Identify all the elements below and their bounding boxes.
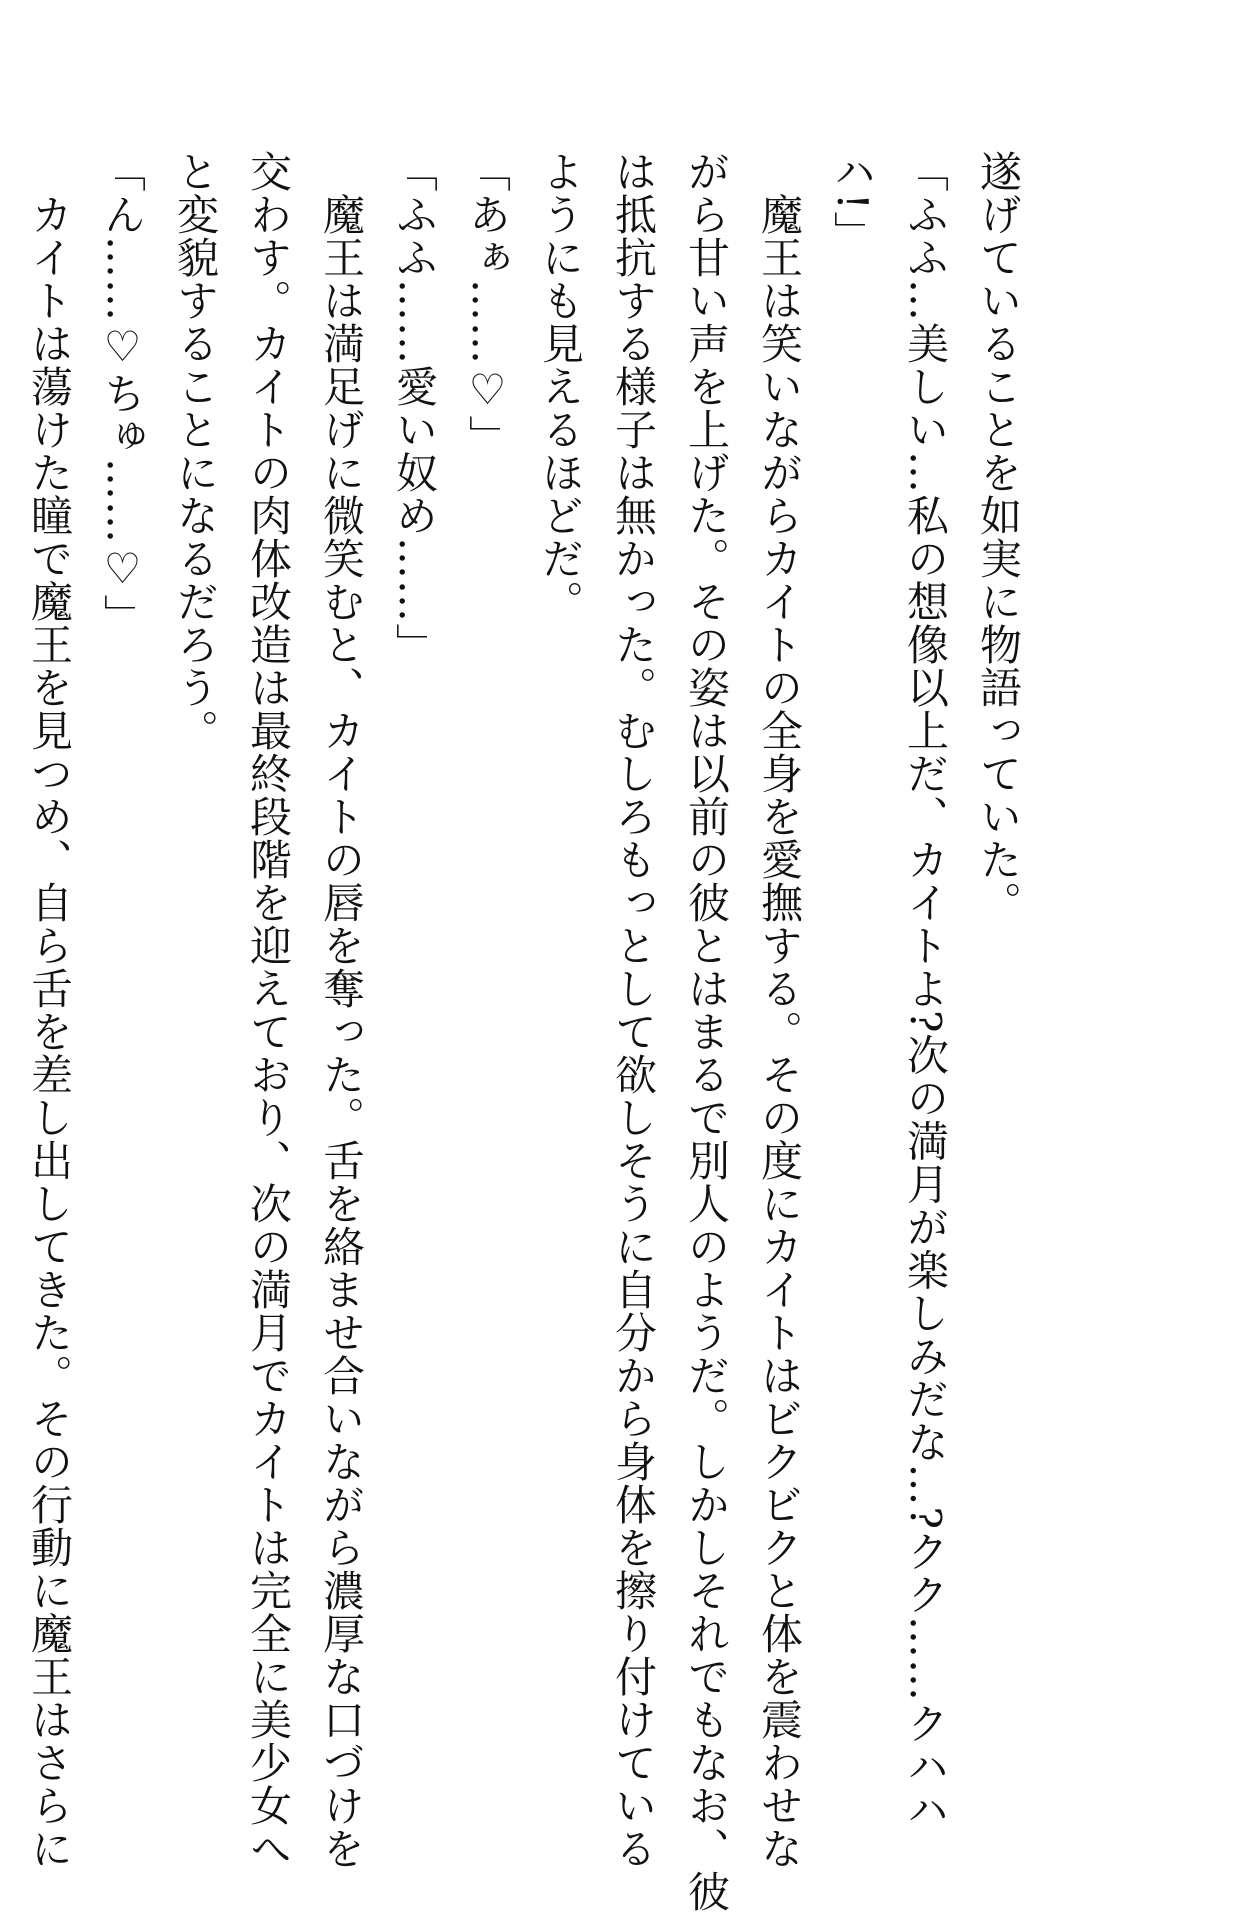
- text-line-12: と変貌することになるだろう。: [171, 150, 220, 752]
- text-line-3: ハ!」: [828, 150, 877, 254]
- text-line-8: 「あぁ……♡」: [463, 150, 512, 458]
- text-line-5: がら甘い声を上げた。その姿は以前の彼とはまるで別人のようだ。しかしそれでもなお、彼: [682, 150, 731, 1913]
- text-line-2: 「ふふ…美しい…私の想像以上だ、カイトよ?次の満月が楽しみだな…?クク……クハハ: [901, 150, 950, 1832]
- text-line-10: 魔王は満足げに微笑むと、カイトの唇を奪った。舌を絡ませ合いながら濃厚な口づけを: [317, 150, 366, 1870]
- vertical-text-body: [0, 150, 1035, 1913]
- text-line-11: 交わす。カイトの肉体改造は最終段階を迎えており、次の満月でカイトは完全に美少女へ: [244, 150, 293, 1870]
- text-line-9: 「ふふ……愛い奴め……」: [390, 150, 439, 666]
- text-line-6: は抵抗する様子は無かった。むしろもっとして欲しそうに自分から身体を擦り付けている: [609, 150, 658, 1870]
- text-line-13: 「ん……♡ちゅ……♡」: [98, 150, 147, 637]
- text-line-7: ようにも見えるほどだ。: [536, 150, 585, 623]
- text-line-4: 魔王は笑いながらカイトの全身を愛撫する。その度にカイトはビクビクと体を震わせな: [755, 150, 804, 1870]
- text-line-15: [0, 150, 13, 1650]
- text-line-14: カイトは蕩けた瞳で魔王を見つめ、自ら舌を差し出してきた。その行動に魔王はさらに: [25, 150, 74, 1870]
- text-line-1: 遂げていることを如実に物語っていた。: [974, 150, 1023, 924]
